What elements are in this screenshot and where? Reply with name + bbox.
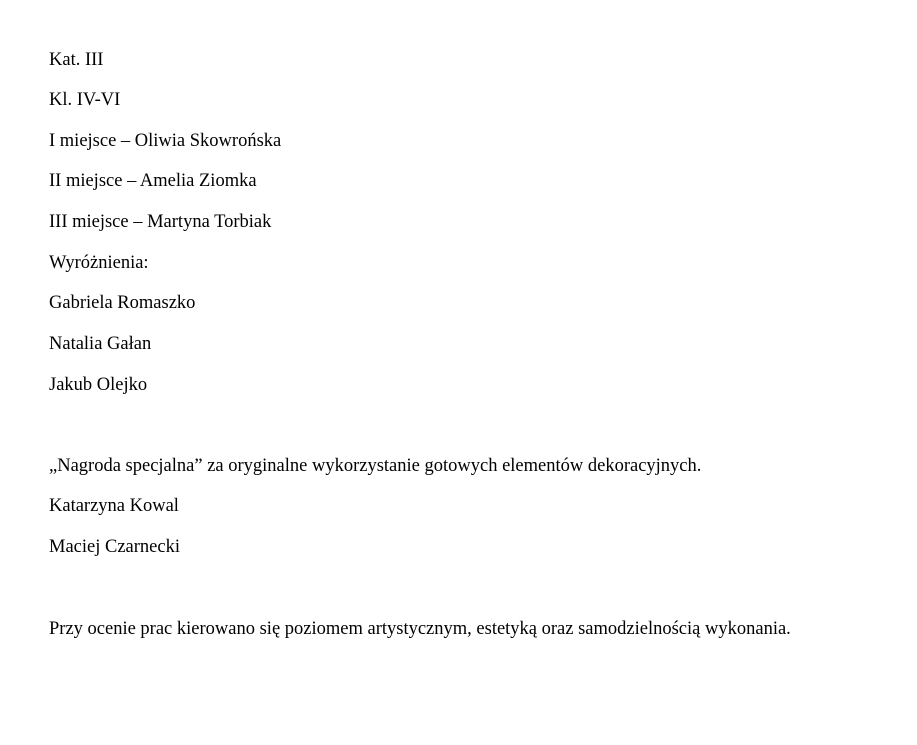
third-place: III miejsce – Martyna Torbiak: [49, 212, 272, 232]
honorable-mentions-heading: Wyróżnienia:: [49, 253, 149, 273]
first-place: I miejsce – Oliwia Skowrońska: [49, 131, 282, 151]
special-award-winner: Maciej Czarnecki: [49, 537, 180, 557]
honorable-mention-item: Gabriela Romaszko: [49, 293, 196, 313]
honorable-mention-item: Jakub Olejko: [49, 375, 148, 395]
honorable-mention-item: Natalia Gałan: [49, 334, 152, 354]
second-place: II miejsce – Amelia Ziomka: [49, 171, 257, 191]
closing-note: Przy ocenie prac kierowano się poziomem artystycznym, estetyką oraz samodzielnością wykonania.: [49, 619, 791, 639]
special-award-description: „Nagroda specjalna” za oryginalne wykorzystanie gotowych elementów dekoracyjnych.: [49, 456, 702, 476]
special-award-winner: Katarzyna Kowal: [49, 496, 179, 516]
category-label: Kat. III: [49, 50, 104, 70]
class-range-label: Kl. IV-VI: [49, 90, 121, 110]
